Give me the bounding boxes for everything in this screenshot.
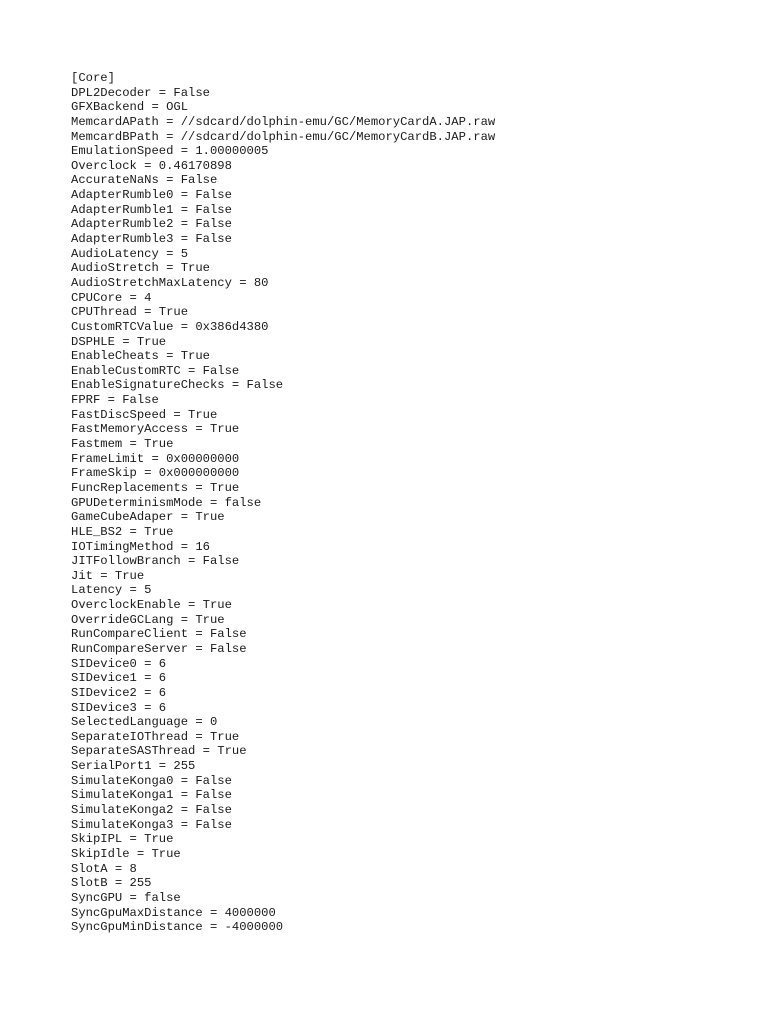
config-line: SyncGPU = false (71, 890, 181, 905)
config-line: GameCubeAdaper = True (71, 510, 225, 525)
config-line: AdapterRumble1 = False (71, 202, 232, 217)
config-line: Latency = 5 (71, 583, 152, 598)
config-line: SyncGpuMinDistance = -4000000 (71, 920, 284, 935)
config-line: SkipIdle = True (71, 846, 181, 861)
config-line: OverclockEnable = True (71, 598, 232, 613)
config-line: FastDiscSpeed = True (71, 407, 218, 422)
config-line: AdapterRumble2 = False (71, 217, 232, 232)
config-line: SimulateKonga2 = False (71, 803, 232, 818)
config-line: FrameSkip = 0x000000000 (71, 466, 240, 481)
config-line: CPUCore = 4 (71, 290, 152, 305)
config-line: FastMemoryAccess = True (71, 422, 240, 437)
config-line: GPUDeterminismMode = false (71, 495, 262, 510)
config-line: SelectedLanguage = 0 (71, 715, 218, 730)
config-line: FrameLimit = 0x00000000 (71, 451, 240, 466)
config-line: CustomRTCValue = 0x386d4380 (71, 319, 269, 334)
config-line: MemcardBPath = //sdcard/dolphin-emu/GC/MemoryCardB.JAP.raw (71, 129, 496, 144)
config-text-document (71, 71, 495, 935)
config-line: EnableCustomRTC = False (71, 363, 240, 378)
config-line: FPRF = False (71, 393, 159, 408)
config-line: Overclock = 0.46170898 (71, 158, 232, 173)
config-line: RunCompareClient = False (71, 627, 247, 642)
config-line: GFXBackend = OGL (71, 100, 189, 115)
config-line: OverrideGCLang = True (71, 612, 225, 627)
config-line: AccurateNaNs = False (71, 173, 218, 188)
section-header: [Core] (71, 71, 115, 85)
config-line: SimulateKonga0 = False (71, 773, 232, 788)
config-line: SimulateKonga3 = False (71, 817, 232, 832)
config-line: FuncReplacements = True (71, 480, 240, 495)
config-line: JITFollowBranch = False (71, 554, 240, 569)
config-line: SIDevice3 = 6 (71, 700, 167, 715)
config-line: EnableSignatureChecks = False (71, 378, 284, 393)
config-line: SIDevice2 = 6 (71, 685, 167, 700)
config-line: SlotB = 255 (71, 876, 152, 891)
config-line: AdapterRumble0 = False (71, 188, 232, 203)
config-line: Jit = True (71, 568, 145, 583)
config-line: SerialPort1 = 255 (71, 759, 196, 774)
config-line: AudioStretch = True (71, 261, 210, 276)
config-line: Fastmem = True (71, 437, 174, 452)
config-line: IOTimingMethod = 16 (71, 539, 210, 554)
config-line: SIDevice0 = 6 (71, 656, 167, 671)
config-line: SimulateKonga1 = False (71, 788, 232, 803)
config-line: AudioLatency = 5 (71, 246, 189, 261)
config-line: SkipIPL = True (71, 832, 174, 847)
config-line: SeparateIOThread = True (71, 729, 240, 744)
config-line: MemcardAPath = //sdcard/dolphin-emu/GC/MemoryCardA.JAP.raw (71, 114, 496, 129)
config-line: CPUThread = True (71, 305, 189, 320)
config-line: HLE_BS2 = True (71, 524, 174, 539)
config-line: SyncGpuMaxDistance = 4000000 (71, 905, 276, 920)
config-line: EnableCheats = True (71, 349, 210, 364)
config-line: DPL2Decoder = False (71, 85, 210, 100)
config-line: AdapterRumble3 = False (71, 232, 232, 247)
config-line: AudioStretchMaxLatency = 80 (71, 275, 269, 290)
config-line: EmulationSpeed = 1.00000005 (71, 144, 269, 159)
config-line: SIDevice1 = 6 (71, 671, 167, 686)
config-line: SlotA = 8 (71, 861, 137, 876)
config-line: RunCompareServer = False (71, 641, 247, 656)
config-line: SeparateSASThread = True (71, 744, 247, 759)
config-line: DSPHLE = True (71, 334, 167, 349)
